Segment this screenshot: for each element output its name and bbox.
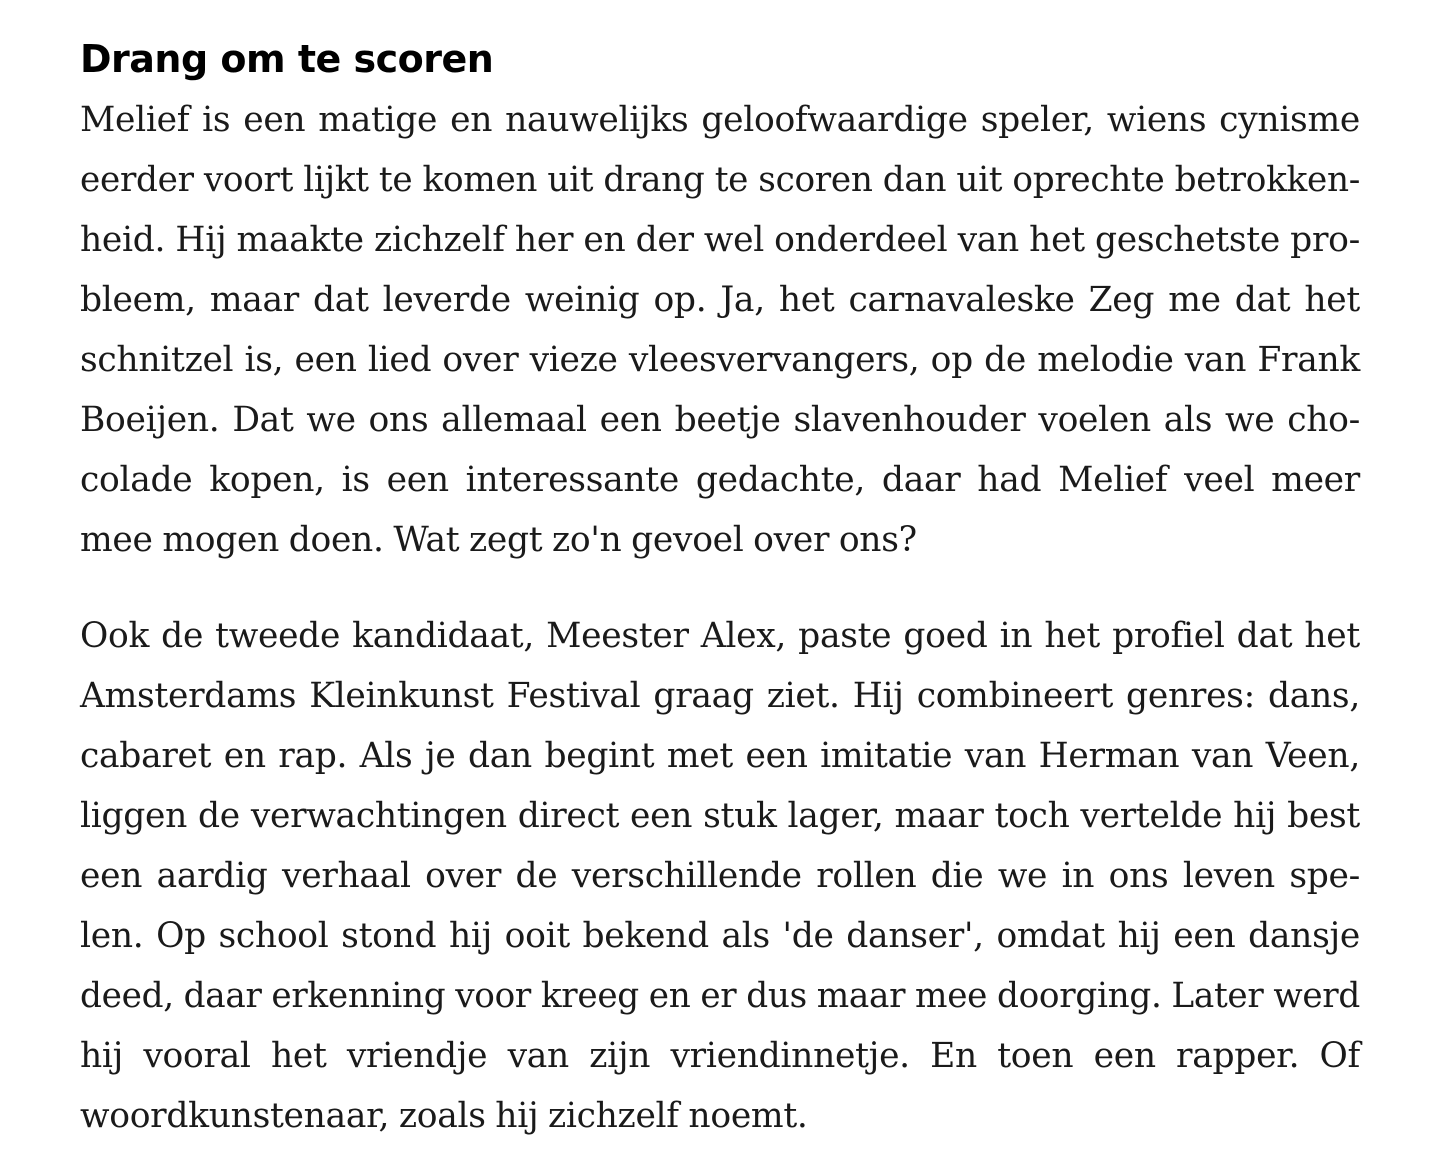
- paragraph-line: len. Op school stond hij ooit bekend als 'de danser', omdat hij een dansje: [80, 916, 1360, 956]
- paragraph-line: Amsterdams Kleinkunst Festival graag ziet. Hij combineert genres: dans,: [80, 676, 1360, 716]
- paragraph-line: schnitzel is, een lied over vieze vleesvervangers, op de melodie van Frank: [80, 340, 1360, 380]
- paragraph-line: woordkunstenaar, zoals hij zichzelf noemt.: [80, 1096, 808, 1136]
- paragraph-line: liggen de verwachtingen direct een stuk lager, maar toch vertelde hij best: [80, 796, 1360, 836]
- paragraph-line: Ook de tweede kandidaat, Meester Alex, paste goed in het profiel dat het: [80, 616, 1360, 656]
- paragraph-line: Melief is een matige en nauwelijks geloofwaardige speler, wiens cynisme: [80, 100, 1360, 140]
- paragraph-2: [80, 606, 1360, 1146]
- paragraph-line: cabaret en rap. Als je dan begint met een imitatie van Herman van Veen,: [80, 736, 1360, 776]
- article-heading: Drang om te scoren: [80, 37, 494, 81]
- paragraph-line: eerder voort lijkt te komen uit drang te scoren dan uit oprechte betrokken-: [80, 160, 1360, 200]
- paragraph-line: hij vooral het vriendje van zijn vriendinnetje. En toen een rapper. Of: [80, 1036, 1360, 1076]
- paragraph-line: heid. Hij maakte zichzelf her en der wel onderdeel van het geschetste pro-: [80, 220, 1360, 260]
- paragraph-line: colade kopen, is een interessante gedachte, daar had Melief veel meer: [80, 460, 1360, 500]
- paragraph-line: een aardig verhaal over de verschillende rollen die we in ons leven spe-: [80, 856, 1360, 896]
- paragraph-line: bleem, maar dat leverde weinig op. Ja, het carnavaleske Zeg me dat het: [80, 280, 1360, 320]
- paragraph-1: [80, 90, 1360, 570]
- paragraph-line: Boeijen. Dat we ons allemaal een beetje slavenhouder voelen als we cho-: [80, 400, 1360, 440]
- paragraph-line: deed, daar erkenning voor kreeg en er dus maar mee doorging. Later werd: [80, 976, 1360, 1016]
- paragraph-line: mee mogen doen. Wat zegt zo'n gevoel over ons?: [80, 520, 917, 560]
- article: [80, 34, 1360, 1146]
